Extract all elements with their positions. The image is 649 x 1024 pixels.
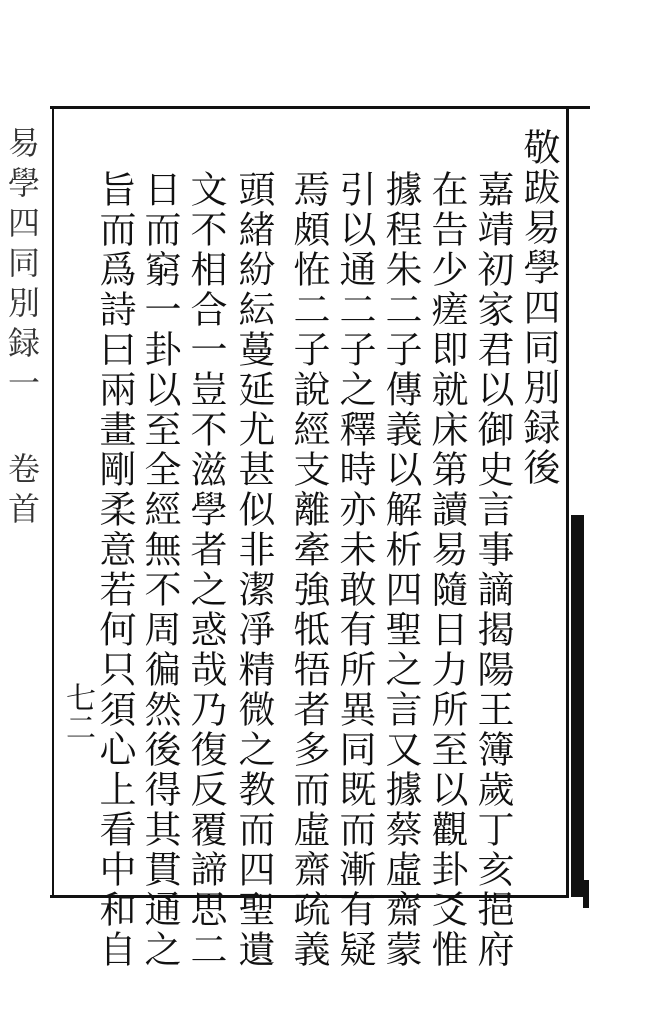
text-column-7: 文不相合一豈不滋學者之惑哉乃復反覆諦思二 (184, 170, 227, 970)
text-column-8: 日而窮一卦以至全經無不周徧然後得其貫通之 (138, 170, 181, 970)
text-column-6: 頭緒紛紜蔓延尤甚似非潔凈精微之教而四聖遺 (232, 170, 275, 970)
text-column-2: 在告少瘥即就床第讀易隨日力所至以觀卦爻惟 (425, 170, 468, 970)
top-border-rule (50, 106, 590, 109)
text-column-1: 嘉靖初家君以御史言事謫揭陽王簿歲丁亥挹府 (471, 170, 514, 970)
text-column-3: 據程朱二子傳義以解析四聖之言又據蔡虛齋蒙 (379, 170, 422, 970)
text-column-4: 引以通二子之釋時亦未敢有所異同既而漸有疑 (333, 170, 376, 970)
title-column: 敬跋易學四同別録後 (517, 128, 560, 488)
folio-number: 七二 (60, 682, 95, 742)
text-column-5: 焉頗恠二子說經支離牽強牴牾者多而虛齋疏義 (287, 170, 330, 970)
text-column-9: 旨而爲詩曰兩畫剛柔意若何只須心上看中和自 (93, 170, 136, 970)
page-edge-bar (571, 515, 584, 897)
right-border-rule (566, 106, 569, 898)
left-border-rule (52, 106, 54, 898)
page-edge-tab (583, 880, 589, 908)
page-edge-label: 易學四同別録一 卷首 (3, 126, 41, 532)
